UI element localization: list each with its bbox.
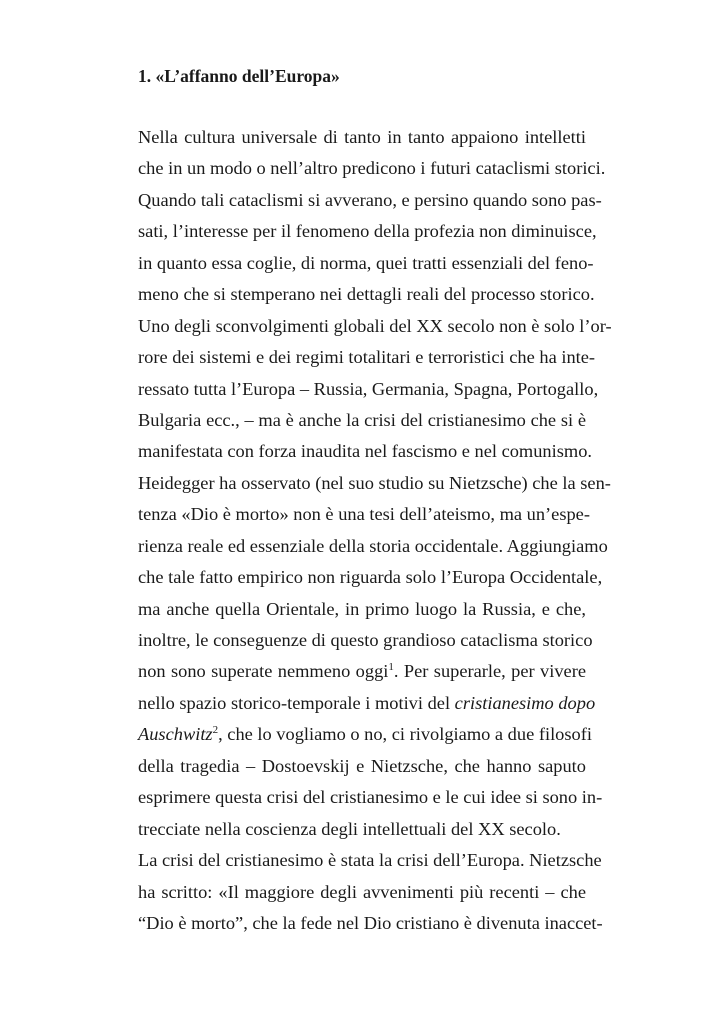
footnote-marker: 1	[388, 661, 394, 674]
italic-title: cristianesimo dopo	[454, 692, 596, 713]
body-paragraphs	[138, 122, 612, 939]
italic-title: Auschwitz	[138, 724, 213, 745]
text-line: Uno degli sconvolgimenti globali del XX secolo non è solo l’or-	[138, 315, 612, 336]
text-line-with-footnote	[138, 719, 592, 750]
text-line: ressato tutta l’Europa – Russia, Germania, Spagna, Portogallo,	[138, 378, 599, 399]
text-line: ma anche quella Orientale, in primo luogo la Russia, e che,	[138, 598, 586, 619]
text-line: rore dei sistemi e dei regimi totalitari e terroristici che ha inte-	[138, 347, 596, 368]
text-line: della tragedia – Dostoevskij e Nietzsche, che hanno saputo	[138, 755, 586, 776]
footnote-marker: 2	[212, 724, 219, 737]
text-line: tenza «Dio è morto» non è una tesi dell’ateismo, ma un’espe-	[138, 504, 590, 525]
line-text: . Per superarle, per vivere	[393, 661, 586, 682]
text-line: sati, l’interesse per il fenomeno della profezia non diminuisce,	[138, 221, 597, 242]
section-heading: 1. «L’affanno dell’Europa»	[138, 66, 340, 86]
text-line-with-footnote	[138, 656, 586, 687]
text-line: in quanto essa coglie, di norma, quei tratti essenziali del feno-	[138, 252, 594, 273]
text-line: che in un modo o nell’altro predicono i futuri cataclismi storici.	[138, 158, 606, 179]
line-text: , che lo vogliamo o no, ci rivolgiamo a due filosofi	[218, 724, 592, 745]
text-line: “Dio è morto”, che la fede nel Dio cristiano è divenuta inaccet-	[138, 912, 603, 933]
line-text: nello spazio storico-temporale i motivi del	[138, 692, 455, 713]
text-line: Bulgaria ecc., – ma è anche la crisi del cristianesimo che si è	[138, 409, 586, 430]
text-line: Quando tali cataclismi si avverano, e persino quando sono pas-	[138, 189, 602, 210]
text-line: esprimere questa crisi del cristianesimo e le cui idee si sono in-	[138, 787, 603, 808]
line-text: non sono superate nemmeno oggi	[138, 661, 389, 682]
text-line: Nella cultura universale di tanto in tanto appaiono intelletti	[138, 127, 586, 147]
text-line: Heidegger ha osservato (nel suo studio su Nietzsche) che la sen-	[138, 472, 611, 493]
text-line-with-italic	[138, 688, 596, 719]
text-line: La crisi del cristianesimo è stata la crisi dell’Europa. Nietzsche	[138, 850, 602, 871]
text-line: manifestata con forza inaudita nel fascismo e nel comunismo.	[138, 441, 592, 462]
text-line: rienza reale ed essenziale della storia occidentale. Aggiungiamo	[138, 535, 608, 556]
text-line: che tale fatto empirico non riguarda solo l’Europa Occidentale,	[138, 567, 603, 588]
text-line: meno che si stemperano nei dettagli reali del processo storico.	[138, 284, 595, 305]
text-line: ha scritto: «Il maggiore degli avvenimenti più recenti – che	[138, 881, 586, 902]
text-line: trecciate nella coscienza degli intellettuali del XX secolo.	[138, 818, 561, 839]
text-line: inoltre, le conseguenze di questo grandioso cataclisma storico	[138, 630, 593, 650]
